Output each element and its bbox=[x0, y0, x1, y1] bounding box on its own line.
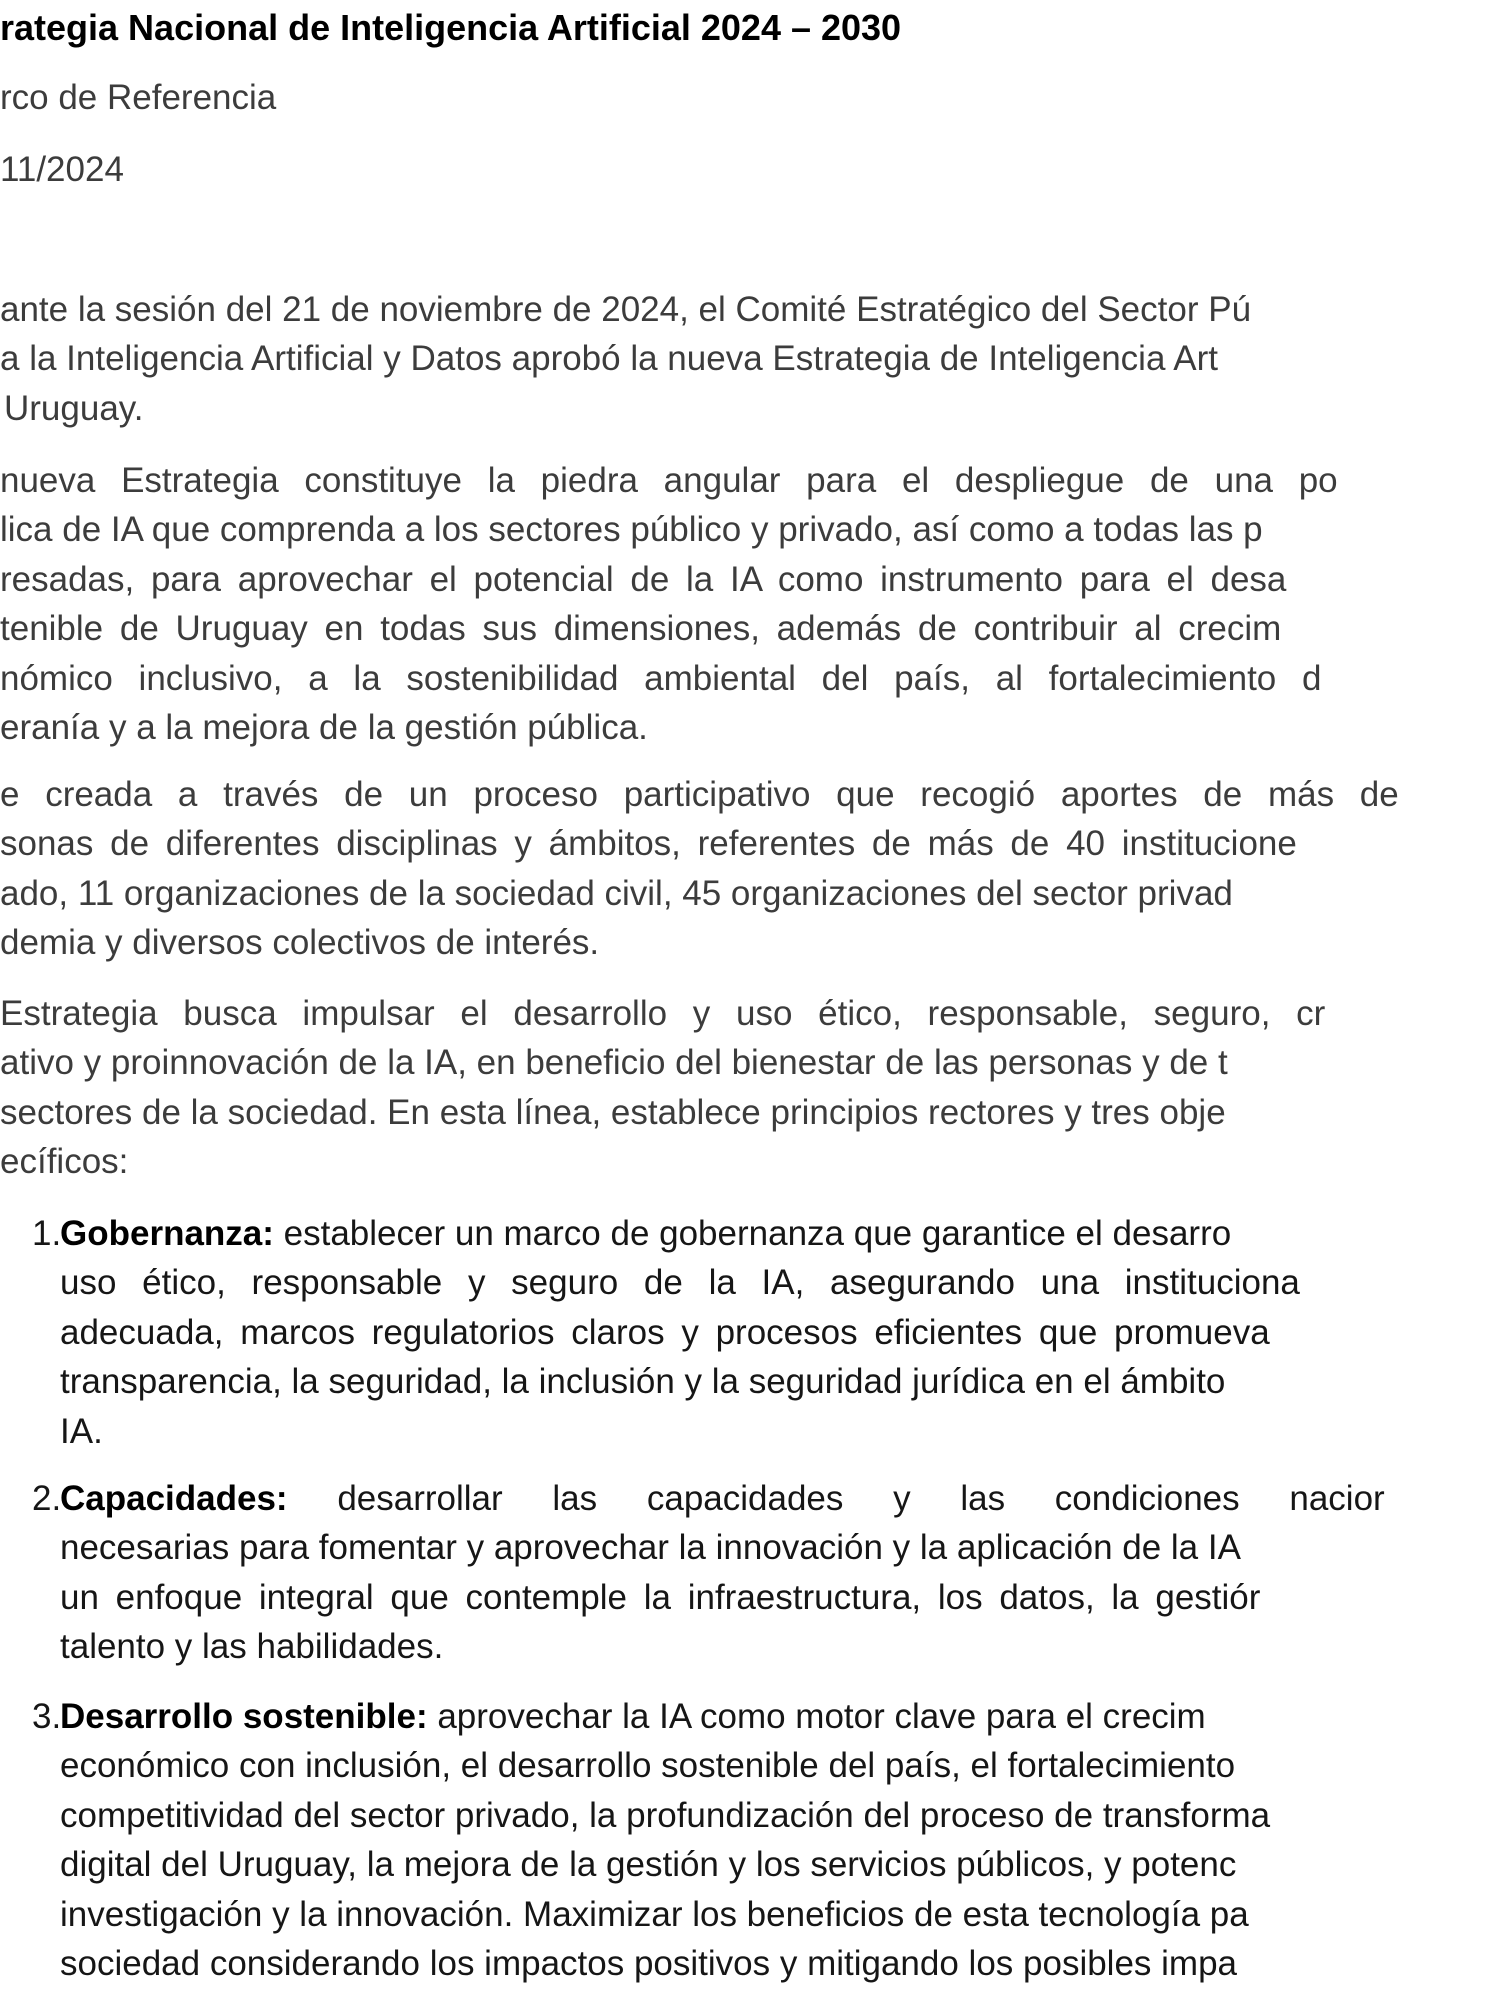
objective-label: Capacidades: bbox=[60, 1479, 288, 1518]
text-line: lica de IA que comprenda a los sectores público y privado, así como a todas las p bbox=[0, 510, 1263, 550]
list-number: 2. bbox=[32, 1479, 62, 1518]
paragraph-2 bbox=[0, 456, 1499, 752]
document-title: rategia Nacional de Inteligencia Artificial 2024 – 2030 bbox=[0, 7, 902, 48]
text-line: aprovechar la IA como motor clave para el crecim bbox=[427, 1697, 1206, 1736]
paragraph-4 bbox=[0, 989, 1499, 1187]
list-number: 3. bbox=[32, 1697, 62, 1736]
text-line: sectores de la sociedad. En esta línea, establece principios rectores y tres obje bbox=[0, 1092, 1226, 1132]
text-line: eranía y a la mejora de la gestión pública. bbox=[0, 707, 648, 747]
objective-label: Gobernanza: bbox=[60, 1214, 274, 1253]
text-line: sociedad considerando los impactos positivos y mitigando los posibles impa bbox=[60, 1943, 1238, 1983]
text-line: IA. bbox=[60, 1411, 103, 1451]
document-subtitle: rco de Referencia bbox=[0, 78, 277, 117]
text-line: tenible de Uruguay en todas sus dimensiones, además de contribuir al crecim bbox=[0, 609, 1282, 649]
text-line: adecuada, marcos regulatorios claros y procesos eficientes que promueva bbox=[60, 1312, 1270, 1352]
text-line: sonas de diferentes disciplinas y ámbitos, referentes de más de 40 institucione bbox=[0, 824, 1297, 864]
document-date: 11/2024 bbox=[0, 150, 124, 189]
text-line: establecer un marco de gobernanza que garantice el desarro bbox=[273, 1214, 1232, 1253]
text-line: ativo y proinnovación de la IA, en beneficio del bienestar de las personas y de t bbox=[0, 1043, 1228, 1083]
text-line: ado, 11 organizaciones de la sociedad civil, 45 organizaciones del sector privad bbox=[0, 873, 1233, 913]
paragraph-1 bbox=[0, 285, 1499, 433]
paragraph-3 bbox=[0, 770, 1499, 968]
text-line: Estrategia busca impulsar el desarrollo y uso ético, responsable, seguro, cr bbox=[0, 994, 1326, 1033]
text-line: un enfoque integral que contemple la infraestructura, los datos, la gestiór bbox=[60, 1577, 1261, 1617]
text-line: necesarias para fomentar y aprovechar la innovación y la aplicación de la IA bbox=[60, 1528, 1241, 1568]
objective-label: Desarrollo sostenible: bbox=[60, 1697, 428, 1736]
text-line: uso ético, responsable y seguro de la IA, asegurando una instituciona bbox=[60, 1263, 1300, 1303]
text-line: Uruguay. bbox=[4, 388, 144, 428]
text-line: a la Inteligencia Artificial y Datos aprobó la nueva Estrategia de Inteligencia Art bbox=[0, 339, 1218, 379]
text-line: económico con inclusión, el desarrollo sostenible del país, el fortalecimiento bbox=[60, 1746, 1236, 1786]
text-line: e creada a través de un proceso participativo que recogió aportes de más de bbox=[0, 775, 1399, 814]
text-line: nueva Estrategia constituye la piedra angular para el despliegue de una po bbox=[0, 461, 1338, 500]
text-line: competitividad del sector privado, la profundización del proceso de transforma bbox=[60, 1795, 1271, 1835]
text-line: nómico inclusivo, a la sostenibilidad ambiental del país, al fortalecimiento d bbox=[0, 658, 1322, 698]
text-line: digital del Uruguay, la mejora de la gestión y los servicios públicos, y potenc bbox=[60, 1845, 1237, 1885]
text-line: ecíficos: bbox=[0, 1142, 129, 1182]
text-line: demia y diversos colectivos de interés. bbox=[0, 923, 600, 963]
text-line: ante la sesión del 21 de noviembre de 2024, el Comité Estratégico del Sector Pú bbox=[0, 290, 1252, 329]
text-line: desarrollar las capacidades y las condiciones nacior bbox=[287, 1479, 1385, 1518]
text-line: talento y las habilidades. bbox=[60, 1627, 444, 1667]
text-line: investigación y la innovación. Maximizar los beneficios de esta tecnología pa bbox=[60, 1894, 1249, 1934]
text-line: transparencia, la seguridad, la inclusión y la seguridad jurídica en el ámbito bbox=[60, 1362, 1226, 1402]
text-line: resadas, para aprovechar el potencial de la IA como instrumento para el desa bbox=[0, 559, 1287, 599]
list-number: 1. bbox=[32, 1214, 62, 1253]
